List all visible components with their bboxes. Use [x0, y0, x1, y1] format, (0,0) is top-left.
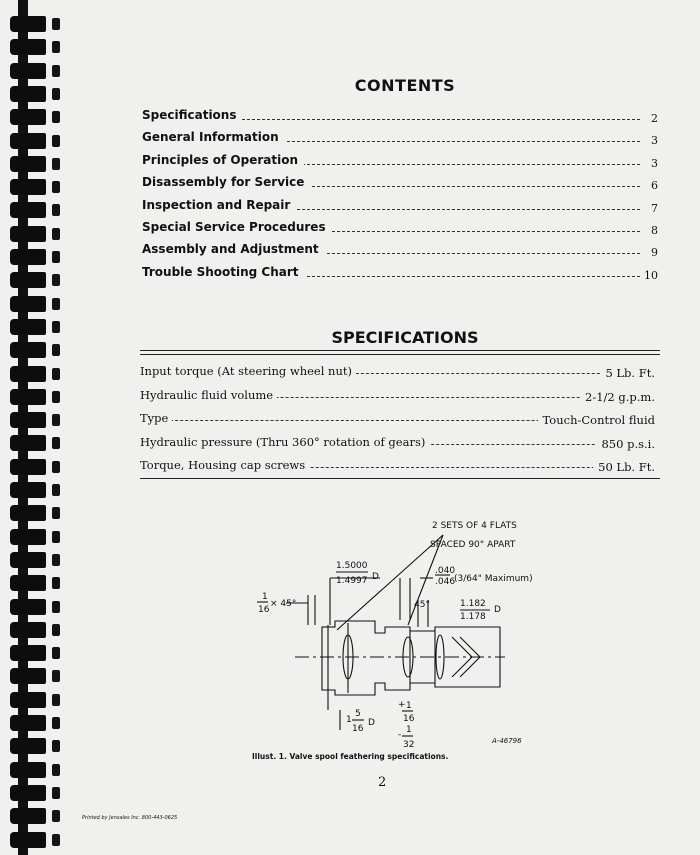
dim-top-suffix: D	[372, 572, 379, 582]
binding-ring	[10, 599, 62, 615]
binding-ring	[10, 109, 62, 125]
angle-45: 45°	[414, 600, 430, 610]
binding-ring	[10, 16, 62, 32]
tol-minus-den: 32	[403, 740, 415, 750]
toc-item: Assembly and Adjustment 9	[142, 242, 658, 260]
binding-ring	[10, 482, 62, 498]
table-top-rule-2	[140, 354, 660, 355]
binding-ring	[10, 832, 62, 848]
binding-ring	[10, 412, 62, 428]
dim-top-den: 1.4997	[336, 576, 368, 586]
spec-row: Torque, Housing cap screws 50 Lb. Ft.	[140, 458, 655, 474]
dim-046: .046	[435, 577, 456, 587]
toc-item: Disassembly for Service 6	[142, 175, 658, 193]
chamfer-num: 1	[262, 592, 268, 602]
spec-row: Input torque (At steering wheel nut) 5 Lb. Ft.	[140, 364, 655, 380]
chamfer-suffix: × 45°	[270, 599, 297, 609]
spiral-binding	[0, 0, 60, 855]
tol-plus-den: 16	[403, 714, 415, 724]
specifications-table	[140, 363, 655, 481]
binding-ring	[10, 762, 62, 778]
table-top-rule	[140, 350, 660, 351]
binding-ring	[10, 622, 62, 638]
spec-row: Type Touch-Control fluid	[140, 411, 655, 427]
binding-ring	[10, 552, 62, 568]
figure-caption: Illust. 1. Valve spool feathering specifications.	[252, 752, 449, 761]
binding-ring	[10, 226, 62, 242]
binding-ring	[10, 435, 62, 451]
binding-ring	[10, 296, 62, 312]
binding-ring	[10, 342, 62, 358]
binding-ring	[10, 692, 62, 708]
flats-label-2: SPACED 90° APART	[430, 540, 516, 550]
binding-ring	[10, 86, 62, 102]
binding-ring	[10, 645, 62, 661]
binding-ring	[10, 156, 62, 172]
svg-text:-: -	[398, 730, 402, 740]
table-bottom-rule	[140, 478, 660, 479]
table-of-contents	[142, 106, 662, 285]
chamfer-den: 16	[258, 605, 270, 615]
flats-label-1: 2 SETS OF 4 FLATS	[432, 521, 517, 531]
toc-item: Inspection and Repair 7	[142, 197, 658, 215]
spec-row: Hydraulic pressure (Thru 360° rotation of gears) 850 p.s.i.	[140, 434, 655, 451]
binding-ring	[10, 39, 62, 55]
svg-text:+: +	[398, 700, 406, 710]
binding-ring	[10, 179, 62, 195]
binding-ring	[10, 785, 62, 801]
binding-ring	[10, 319, 62, 335]
toc-item: Specifications 2	[142, 108, 658, 125]
binding-ring	[10, 529, 62, 545]
binding-ring	[10, 389, 62, 405]
binding-ring	[10, 668, 62, 684]
dim-max: (3/64" Maximum)	[454, 574, 533, 584]
toc-item: Special Service Procedures 8	[142, 219, 658, 237]
contents-heading: CONTENTS	[354, 76, 456, 95]
binding-ring	[10, 808, 62, 824]
dim-bottom-num: 5	[355, 709, 361, 719]
binding-ring	[10, 272, 62, 288]
binding-ring	[10, 202, 62, 218]
binding-ring	[10, 249, 62, 265]
valve-spool-drawing	[240, 515, 560, 755]
specifications-heading: SPECIFICATIONS	[331, 328, 479, 347]
dim-right-num: 1.182	[460, 599, 486, 609]
page-number: 2	[378, 775, 387, 790]
spec-row: Hydraulic fluid volume 2-1/2 g.p.m.	[140, 387, 655, 404]
binding-ring	[10, 505, 62, 521]
binding-ring	[10, 575, 62, 591]
binding-ring	[10, 459, 62, 475]
drawing-number: A-46796	[492, 737, 522, 745]
toc-item: Trouble Shooting Chart 10	[142, 264, 658, 282]
binding-ring	[10, 133, 62, 149]
dim-bottom-whole: 1	[346, 715, 352, 725]
dim-right-den: 1.178	[460, 612, 486, 622]
dim-bottom-den: 16	[352, 724, 364, 734]
dim-top-num: 1.5000	[336, 561, 368, 571]
binding-ring	[10, 738, 62, 754]
tol-plus-num: 1	[406, 701, 412, 711]
binding-ring	[10, 63, 62, 79]
toc-item: General Information 3	[142, 130, 658, 148]
binding-ring	[10, 366, 62, 382]
dim-bottom-suffix: D	[368, 718, 375, 728]
tol-minus-num: 1	[406, 725, 412, 735]
toc-item: Principles of Operation 3	[142, 152, 658, 170]
dim-right-suffix: D	[494, 605, 501, 615]
dim-040: .040	[435, 566, 456, 576]
binding-ring	[10, 715, 62, 731]
printer-note: Printed by Jensales Inc. 800-443-0625	[82, 815, 178, 821]
